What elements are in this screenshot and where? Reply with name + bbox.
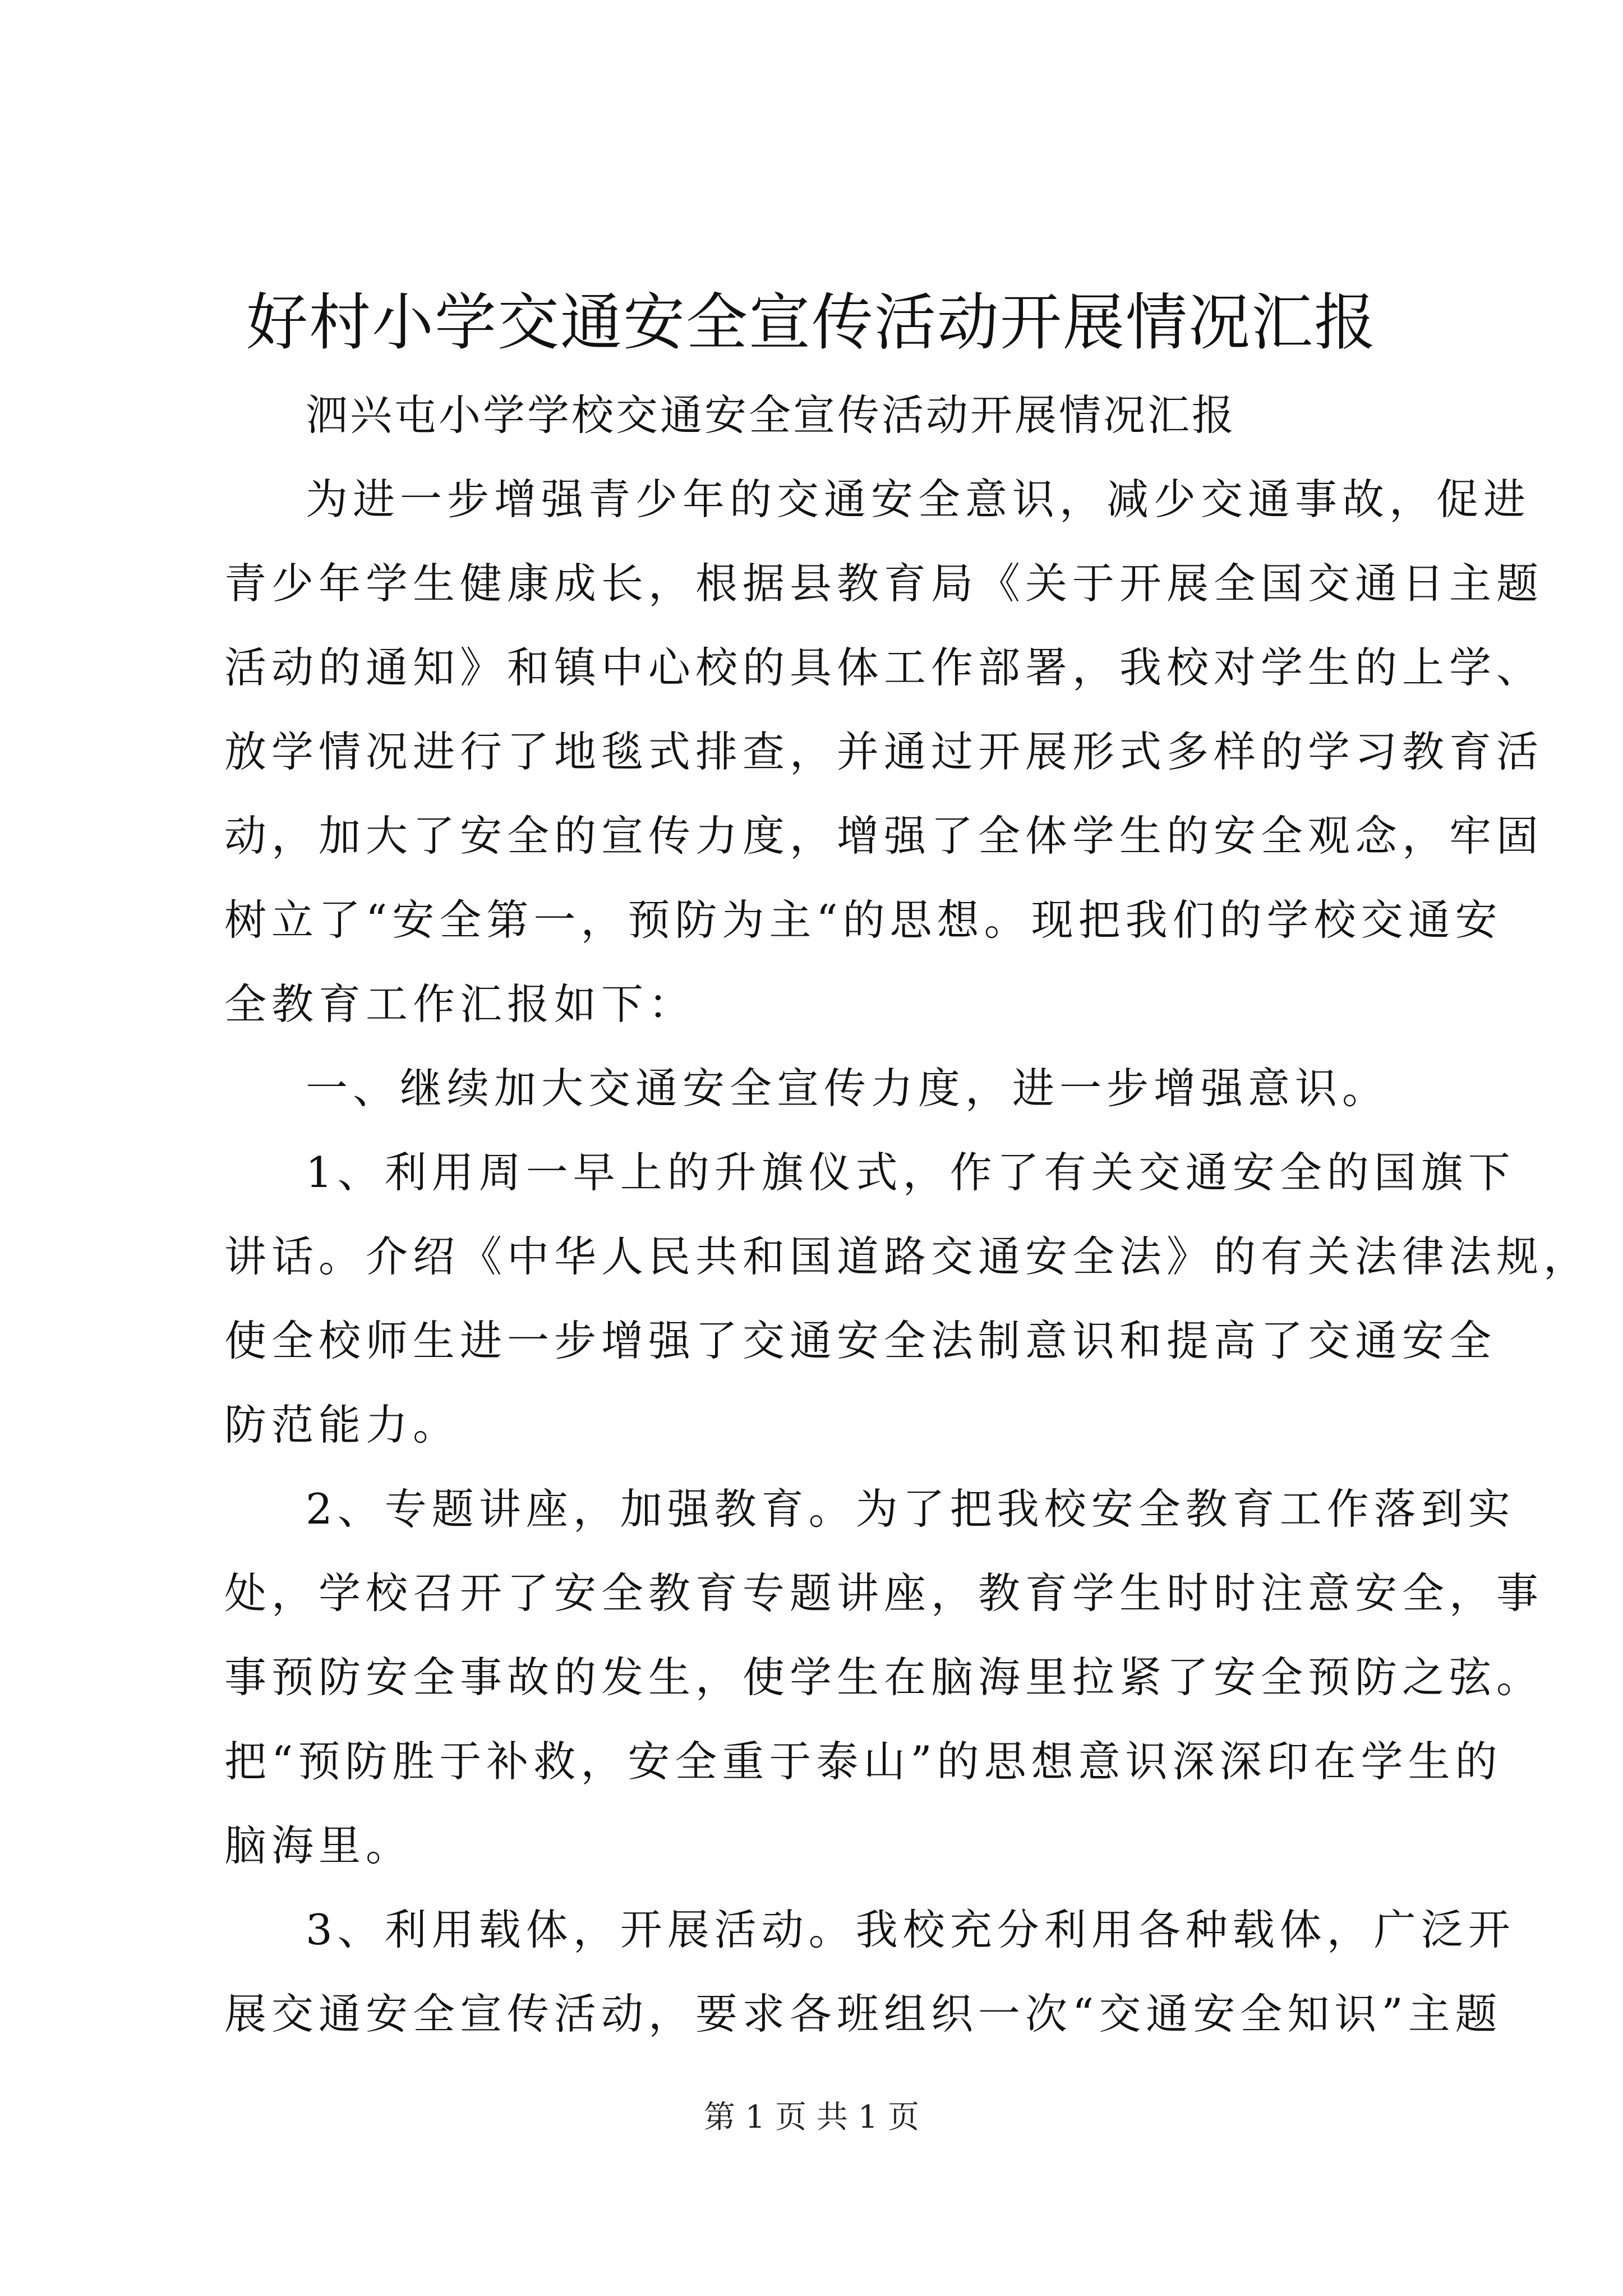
body-line: 事预防安全事故的发生，使学生在脑海里拉紧了安全预防之弦。 [224, 1653, 1544, 1702]
body-line: 为进一步增强青少年的交通安全意识，减少交通事故，促进 [306, 475, 1531, 524]
page-footer: 第 1 页 共 1 页 [703, 2099, 920, 2136]
body-line: 处，学校召开了安全教育专题讲座，教育学生时时注意安全，事 [224, 1568, 1544, 1618]
body-line: 树立了“安全第一，预防为主“的思想。现把我们的学校交通安 [224, 895, 1502, 945]
body-line: 防范能力。 [224, 1400, 460, 1450]
body-line: 使全校师生进一步增强了交通安全法制意识和提高了交通安全 [224, 1316, 1497, 1365]
body-line: 2、专题讲座，加强教育。为了把我校安全教育工作落到实 [306, 1484, 1515, 1534]
body-line: 1、利用周一早上的升旗仪式，作了有关交通安全的国旗下 [306, 1148, 1515, 1197]
body-line: 放学情况进行了地毯式排查，并通过开展形式多样的学习教育活 [224, 727, 1544, 776]
document-title: 好村小学交通安全宣传活动开展情况汇报 [246, 287, 1377, 358]
body-line: 青少年学生健康成长，根据县教育局《关于开展全国交通日主题 [224, 559, 1544, 608]
body-line: 讲话。介绍《中华人民共和国道路交通安全法》的有关法律法规， [224, 1232, 1591, 1281]
body-line: 3、利用载体，开展活动。我校充分利用各种载体，广泛开 [306, 1905, 1515, 1954]
document-subtitle: 泗兴屯小学学校交通安全宣传活动开展情况汇报 [306, 390, 1237, 440]
body-line: 动，加大了安全的宣传力度，增强了全体学生的安全观念，牢固 [224, 811, 1544, 861]
body-line: 脑海里。 [224, 1821, 413, 1870]
body-line: 活动的通知》和镇中心校的具体工作部署，我校对学生的上学、 [224, 643, 1544, 692]
body-line: 把“预防胜于补救，安全重于泰山”的思想意识深深印在学生的 [224, 1737, 1502, 1786]
section-heading: 一、继续加大交通安全宣传力度，进一步增强意识。 [306, 1064, 1390, 1113]
body-line: 展交通安全宣传活动，要求各班组织一次“交通安全知识”主题 [224, 1989, 1502, 2039]
body-line: 全教育工作汇报如下： [224, 979, 696, 1029]
